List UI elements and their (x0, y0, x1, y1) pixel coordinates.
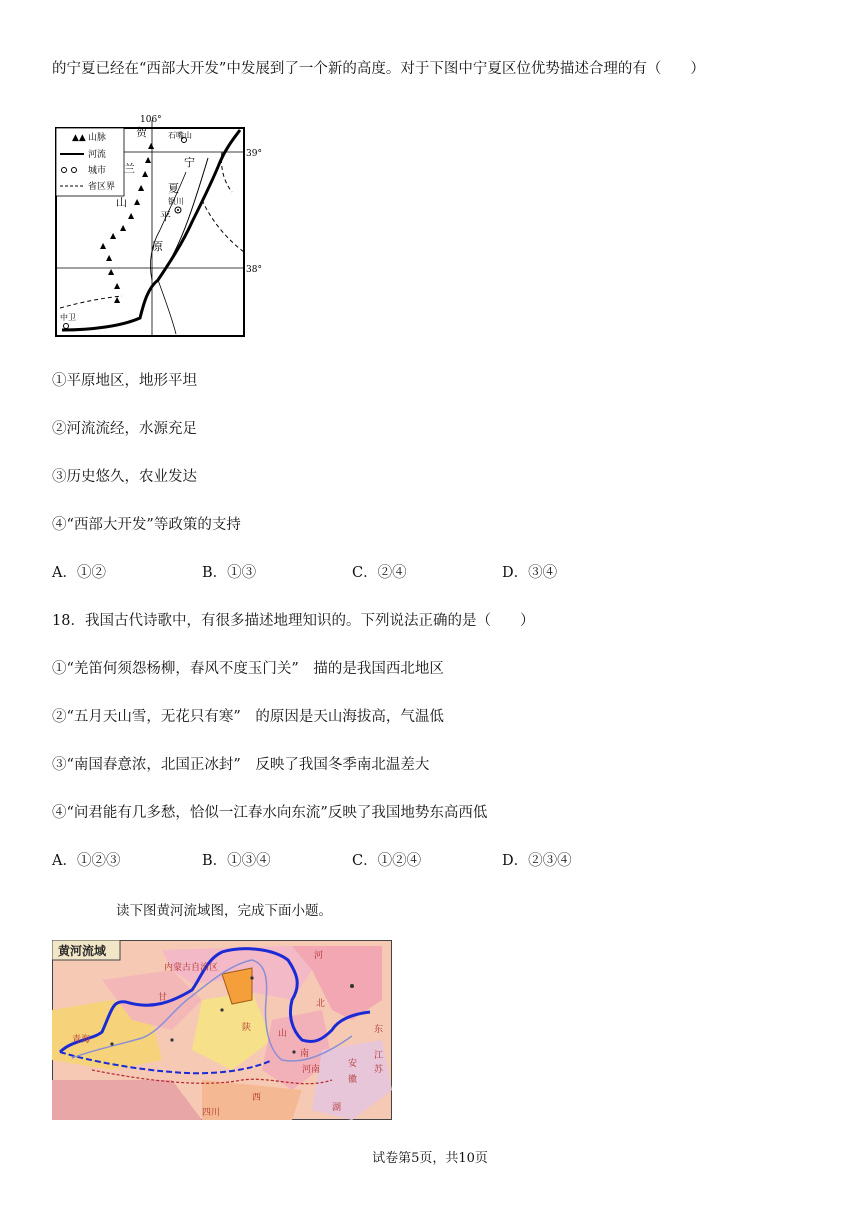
q17-option-c[interactable]: C．②④ (352, 565, 407, 581)
q18-item-4: ④“问君能有几多愁，恰似一江春水向东流”反映了我国地势东高西低 (52, 805, 488, 821)
q18-item-1: ①“羌笛何须怨杨柳，春风不度玉门关” 描的是我国西北地区 (52, 661, 444, 677)
svg-text:▲: ▲ (138, 183, 145, 192)
svg-text:▲: ▲ (114, 295, 121, 304)
label-jiang: 江 (374, 1051, 384, 1061)
label-hu: 湖 (332, 1103, 342, 1113)
label-nan: 南 (300, 1049, 310, 1059)
q17-option-a[interactable]: A．①② (52, 565, 106, 581)
q18-stem: 18．我国古代诗歌中，有很多描述地理知识的。下列说法正确的是（ ） (52, 613, 535, 629)
q18-item-2: ②“五月天山雪，无花只有寒” 的原因是天山海拔高，气温低 (52, 709, 444, 725)
label-sichuan: 四川 (202, 1108, 221, 1118)
legend-mountain: 山脉 (88, 133, 107, 143)
label-xi: 西 (252, 1093, 262, 1103)
q18-option-a[interactable]: A．①②③ (52, 853, 121, 869)
legend-river: 河流 (88, 150, 107, 160)
svg-text:▲: ▲ (106, 253, 113, 262)
label-yuan: 原 (152, 240, 163, 253)
label-ning: 宁 (184, 156, 195, 169)
q17-item-1: ①平原地区，地形平坦 (52, 373, 197, 389)
svg-text:▲: ▲ (114, 281, 121, 290)
label-helan-shan: 山 (116, 196, 127, 209)
yellow-river-basin-map (52, 940, 392, 1120)
lat-bottom: 38° (246, 265, 262, 275)
svg-text:▲: ▲ (120, 223, 127, 232)
svg-text:▲: ▲ (145, 155, 152, 164)
label-qinghai: 青海 (72, 1035, 91, 1045)
q18-option-b[interactable]: B．①③④ (202, 853, 271, 869)
label-he: 河 (314, 951, 324, 961)
svg-text:▲: ▲ (108, 267, 115, 276)
q17-item-4: ④“西部大开发”等政策的支持 (52, 517, 241, 533)
lat-top: 39° (246, 149, 262, 159)
label-shan: 山 (278, 1029, 288, 1039)
label-helan-lan: 兰 (124, 162, 135, 175)
label-ping: 平 (160, 210, 171, 223)
map2-title: 黄河流域 (58, 944, 107, 958)
svg-text:▲: ▲ (148, 141, 155, 150)
label-helan-he: 贺 (136, 126, 147, 139)
label-shaan: 陕 (242, 1023, 252, 1033)
intro-text: 读下图黄河流域图，完成下面小题。 (116, 903, 332, 919)
page-footer: 试卷第5页，共10页 (372, 1151, 488, 1166)
legend-city: 城市 (88, 166, 107, 176)
q17-item-2: ②河流流经，水源充足 (52, 421, 197, 437)
label-xia: 夏 (168, 182, 179, 195)
svg-text:▲: ▲ (142, 169, 149, 178)
label-su: 苏 (374, 1065, 384, 1075)
label-dong: 东 (374, 1025, 384, 1035)
ningxia-map (52, 112, 272, 340)
svg-text:▲: ▲ (128, 211, 135, 220)
svg-text:▲: ▲ (134, 197, 141, 206)
label-neimenggu: 内蒙古自治区 (164, 963, 219, 973)
label-an: 安 (348, 1059, 358, 1069)
legend-boundary: 省区界 (88, 182, 116, 192)
q17-stem: 的宁夏已经在“西部大开发”中发展到了一个新的高度。对于下图中宁夏区位优势描述合理的有（ ） (52, 61, 705, 77)
label-shizuishan: 石嘴山 (168, 131, 192, 140)
label-zhongwei: 中卫 (60, 313, 76, 322)
lon-label: 106° (140, 115, 162, 125)
label-yinchuan: 银川 (168, 197, 184, 206)
label-gan: 甘 (158, 993, 168, 1003)
q18-option-c[interactable]: C．①②④ (352, 853, 422, 869)
q17-item-3: ③历史悠久，农业发达 (52, 469, 197, 485)
svg-text:▲▲: ▲▲ (72, 133, 86, 143)
svg-text:▲: ▲ (100, 241, 107, 250)
q18-option-d[interactable]: D．②③④ (502, 853, 572, 869)
svg-text:▲: ▲ (110, 231, 117, 240)
label-henan: 河南 (302, 1065, 321, 1075)
label-bei: 北 (316, 999, 326, 1009)
q17-option-d[interactable]: D．③④ (502, 565, 558, 581)
label-hui: 徽 (348, 1075, 358, 1085)
q18-item-3: ③“南国春意浓，北国正冰封” 反映了我国冬季南北温差大 (52, 757, 430, 773)
q17-option-b[interactable]: B．①③ (202, 565, 257, 581)
